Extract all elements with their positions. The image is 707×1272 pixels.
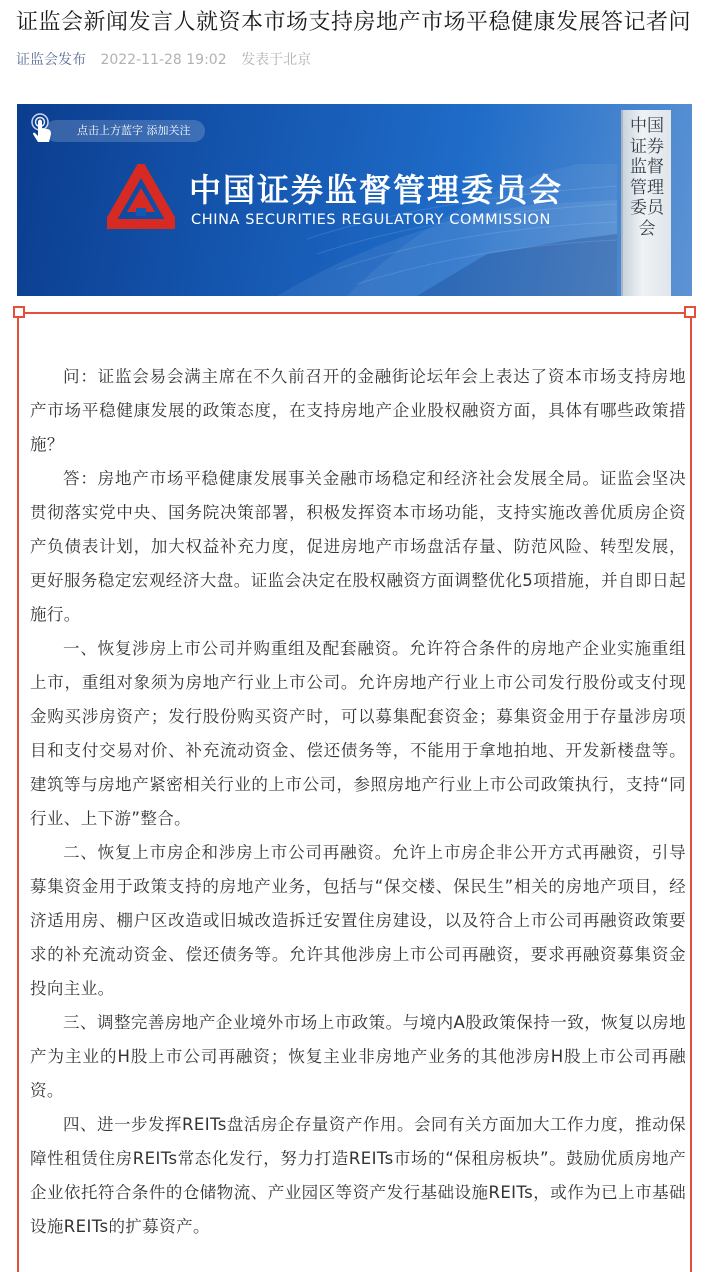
paragraph-measure-3: 三、调整完善房地产企业境外市场上市政策。与境内A股政策保持一致，恢复以房地产为主业的H股上市公司再融资；恢复主业非房地产业务的其他涉房H股上市公司再融资。 <box>30 1013 686 1100</box>
org-name-english: CHINA SECURITIES REGULATORY COMMISSION <box>191 212 551 228</box>
csrc-logo-icon <box>107 164 175 232</box>
paragraph-measure-1: 一、恢复涉房上市公司并购重组及配套融资。允许符合条件的房地产企业实施重组上市，重组对象须为房地产行业上市公司。允许房地产行业上市公司发行股份或支付现金购买涉房资产；发行股份购买资产时，可以募集配套资金；募集资金用于存量涉房项目和支付交易对价、补充流动资金、偿还债务等，不能用于拿地拍地、开发新楼盘等。建筑等与房地产紧密相关行业的上市公司，参照房地产行业上市公司政策执行，支持“同行业、上下游”整合。 <box>30 639 686 828</box>
paragraph-answer: 答：房地产市场平稳健康发展事关金融市场稳定和经济社会发展全局。证监会坚决贯彻落实党中央、国务院决策部署，积极发挥资本市场功能，支持实施改善优质房企资产负债表计划，加大权益补充力度，促进房地产市场盘活存量、防范风险、转型发展，更好服务稳定宏观经济大盘。证监会决定在股权融资方面调整优化5项措施，并自即日起施行。 <box>30 469 686 624</box>
org-name-chinese: 中国证券监督管理委员会 <box>189 171 564 209</box>
author-link[interactable]: 证监会发布 <box>16 52 86 68</box>
header-banner[interactable] <box>17 104 692 296</box>
publish-datetime: 2022-11-28 19:02 <box>100 52 227 68</box>
frame-top-border <box>19 312 690 314</box>
follow-hint[interactable]: 点击上方蓝字 添加关注 <box>45 120 205 142</box>
article-meta <box>16 50 311 70</box>
publish-location: 发表于北京 <box>241 52 312 68</box>
plaque-text: 中国证券监督管理委员会 <box>630 116 664 239</box>
paragraph-measure-2: 二、恢复上市房企和涉房上市公司再融资。允许上市房企非公开方式再融资，引导募集资金用于政策支持的房地产业务，包括与“保交楼、保民生”相关的房地产项目，经济适用房、棚户区改造或旧城改造拆迁安置住房建设，以及符合上市公司再融资政策要求的补充流动资金、偿还债务等。允许其他涉房上市公司再融资，要求再融资募集资金投向主业。 <box>30 843 686 998</box>
paragraph-question: 问：证监会易会满主席在不久前召开的金融街论坛年会上表达了资本市场支持房地产市场平稳健康发展的政策态度，在支持房地产企业股权融资方面，具体有哪些政策措施？ <box>30 367 686 454</box>
paragraph-measure-4: 四、进一步发挥REITs盘活房企存量资产作用。会同有关方面加大工作力度，推动保障性租赁住房REITs常态化发行，努力打造REITs市场的“保租房板块”。鼓励优质房地产企业依托符合条件的仓储物流、产业园区等资产发行基础设施REITs，或作为已上市基础设施REITs的扩募资产。 <box>30 1115 686 1236</box>
article-body <box>30 360 686 1244</box>
building-plaque <box>621 110 671 296</box>
frame-corner-right <box>684 306 696 318</box>
article-title: 证监会新闻发言人就资本市场支持房地产市场平稳健康发展答记者问 <box>16 10 692 35</box>
frame-corner-left <box>13 306 25 318</box>
